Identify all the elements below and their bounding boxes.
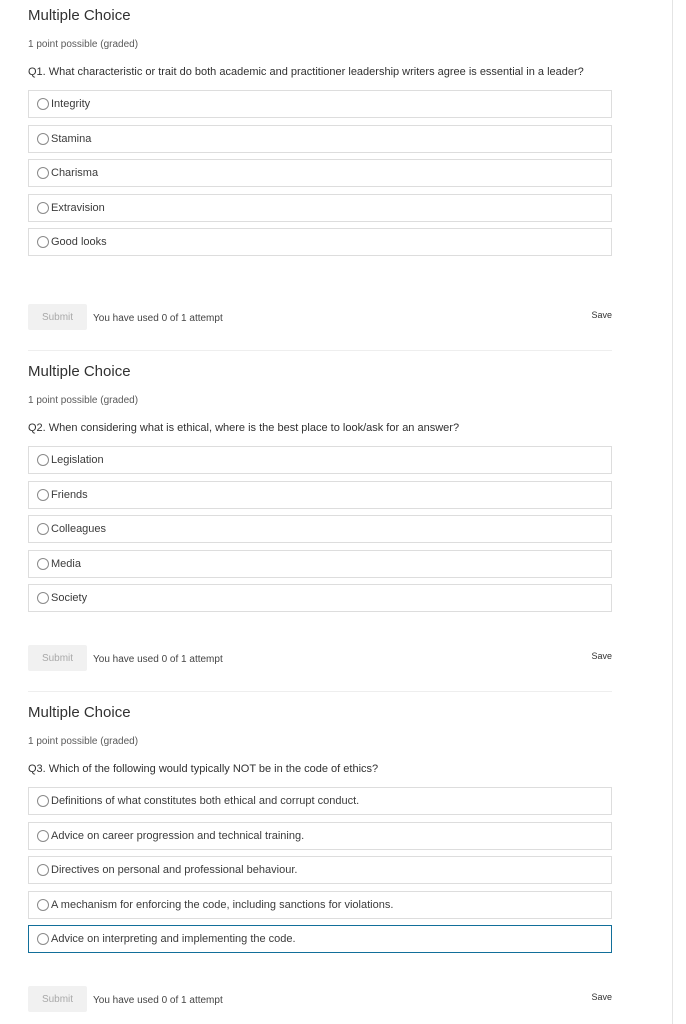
attempts-text: You have used 0 of 1 attempt xyxy=(93,995,223,1006)
radio-button[interactable] xyxy=(37,795,49,807)
right-border xyxy=(672,0,673,1024)
divider xyxy=(28,350,612,351)
problem-title: Multiple Choice xyxy=(28,7,131,24)
option-label: Charisma xyxy=(51,167,99,180)
option-label: Integrity xyxy=(51,98,91,110)
divider xyxy=(28,691,612,692)
problem-points: 1 point possible (graded) xyxy=(28,39,139,50)
problem-1 xyxy=(28,6,612,263)
problem-points: 1 point possible (graded) xyxy=(28,736,139,747)
option-label: Advice on career progression and technical training. xyxy=(51,829,305,842)
save-button[interactable]: Save xyxy=(591,310,612,320)
radio-button[interactable] xyxy=(37,454,49,466)
question-text: Q1. What characteristic or trait do both academic and practitioner leadership writers agree is essential in a leader? xyxy=(28,66,584,78)
options-list xyxy=(28,90,612,256)
option-label: Society xyxy=(51,592,88,605)
option-label: Colleagues xyxy=(51,523,107,536)
option-media[interactable] xyxy=(28,550,612,578)
option-legislation[interactable] xyxy=(28,446,612,474)
option-colleagues[interactable] xyxy=(28,515,612,543)
problem-3-actions xyxy=(28,986,612,1014)
option-society[interactable] xyxy=(28,584,612,612)
option-interpreting-advice[interactable] xyxy=(28,925,612,953)
problem-2 xyxy=(28,362,612,619)
option-label: Friends xyxy=(51,488,88,501)
problem-points: 1 point possible (graded) xyxy=(28,395,139,406)
submit-button[interactable]: Submit xyxy=(28,304,87,330)
option-integrity[interactable] xyxy=(28,90,612,118)
radio-button[interactable] xyxy=(37,167,49,179)
problem-title: Multiple Choice xyxy=(28,704,131,721)
option-label: Definitions of what constitutes both ethical and corrupt conduct. xyxy=(51,795,360,807)
radio-button[interactable] xyxy=(37,236,49,248)
save-button[interactable]: Save xyxy=(591,992,612,1002)
radio-button[interactable] xyxy=(37,933,49,945)
option-label: Media xyxy=(51,557,81,570)
option-extravision[interactable] xyxy=(28,194,612,222)
save-button[interactable]: Save xyxy=(591,651,612,661)
question-text: Q3. Which of the following would typically NOT be in the code of ethics? xyxy=(28,763,379,775)
option-label: A mechanism for enforcing the code, including sanctions for violations. xyxy=(51,898,394,911)
option-enforcement[interactable] xyxy=(28,891,612,919)
problem-title: Multiple Choice xyxy=(28,363,131,380)
problem-1-actions xyxy=(28,304,612,332)
submit-button[interactable]: Submit xyxy=(28,645,87,671)
submit-button[interactable]: Submit xyxy=(28,986,87,1012)
problem-3 xyxy=(28,703,612,960)
option-label: Good looks xyxy=(51,236,107,249)
option-label: Stamina xyxy=(51,132,92,145)
radio-button[interactable] xyxy=(37,489,49,501)
radio-button[interactable] xyxy=(37,899,49,911)
option-label: Extravision xyxy=(51,201,105,214)
attempts-text: You have used 0 of 1 attempt xyxy=(93,313,223,324)
radio-button[interactable] xyxy=(37,523,49,535)
options-list xyxy=(28,446,612,612)
radio-button[interactable] xyxy=(37,864,49,876)
radio-button[interactable] xyxy=(37,592,49,604)
radio-button[interactable] xyxy=(37,558,49,570)
problem-2-actions xyxy=(28,645,612,673)
radio-button[interactable] xyxy=(37,202,49,214)
option-directives[interactable] xyxy=(28,856,612,884)
option-stamina[interactable] xyxy=(28,125,612,153)
option-charisma[interactable] xyxy=(28,159,612,187)
option-friends[interactable] xyxy=(28,481,612,509)
option-label: Directives on personal and professional behaviour. xyxy=(51,864,298,877)
option-definitions[interactable] xyxy=(28,787,612,815)
option-good-looks[interactable] xyxy=(28,228,612,256)
option-career-advice[interactable] xyxy=(28,822,612,850)
options-list xyxy=(28,787,612,953)
attempts-text: You have used 0 of 1 attempt xyxy=(93,654,223,665)
option-label: Legislation xyxy=(51,454,104,466)
question-text: Q2. When considering what is ethical, where is the best place to look/ask for an answer? xyxy=(28,422,460,434)
option-label: Advice on interpreting and implementing the code. xyxy=(51,933,296,946)
radio-button[interactable] xyxy=(37,98,49,110)
radio-button[interactable] xyxy=(37,133,49,145)
radio-button[interactable] xyxy=(37,830,49,842)
